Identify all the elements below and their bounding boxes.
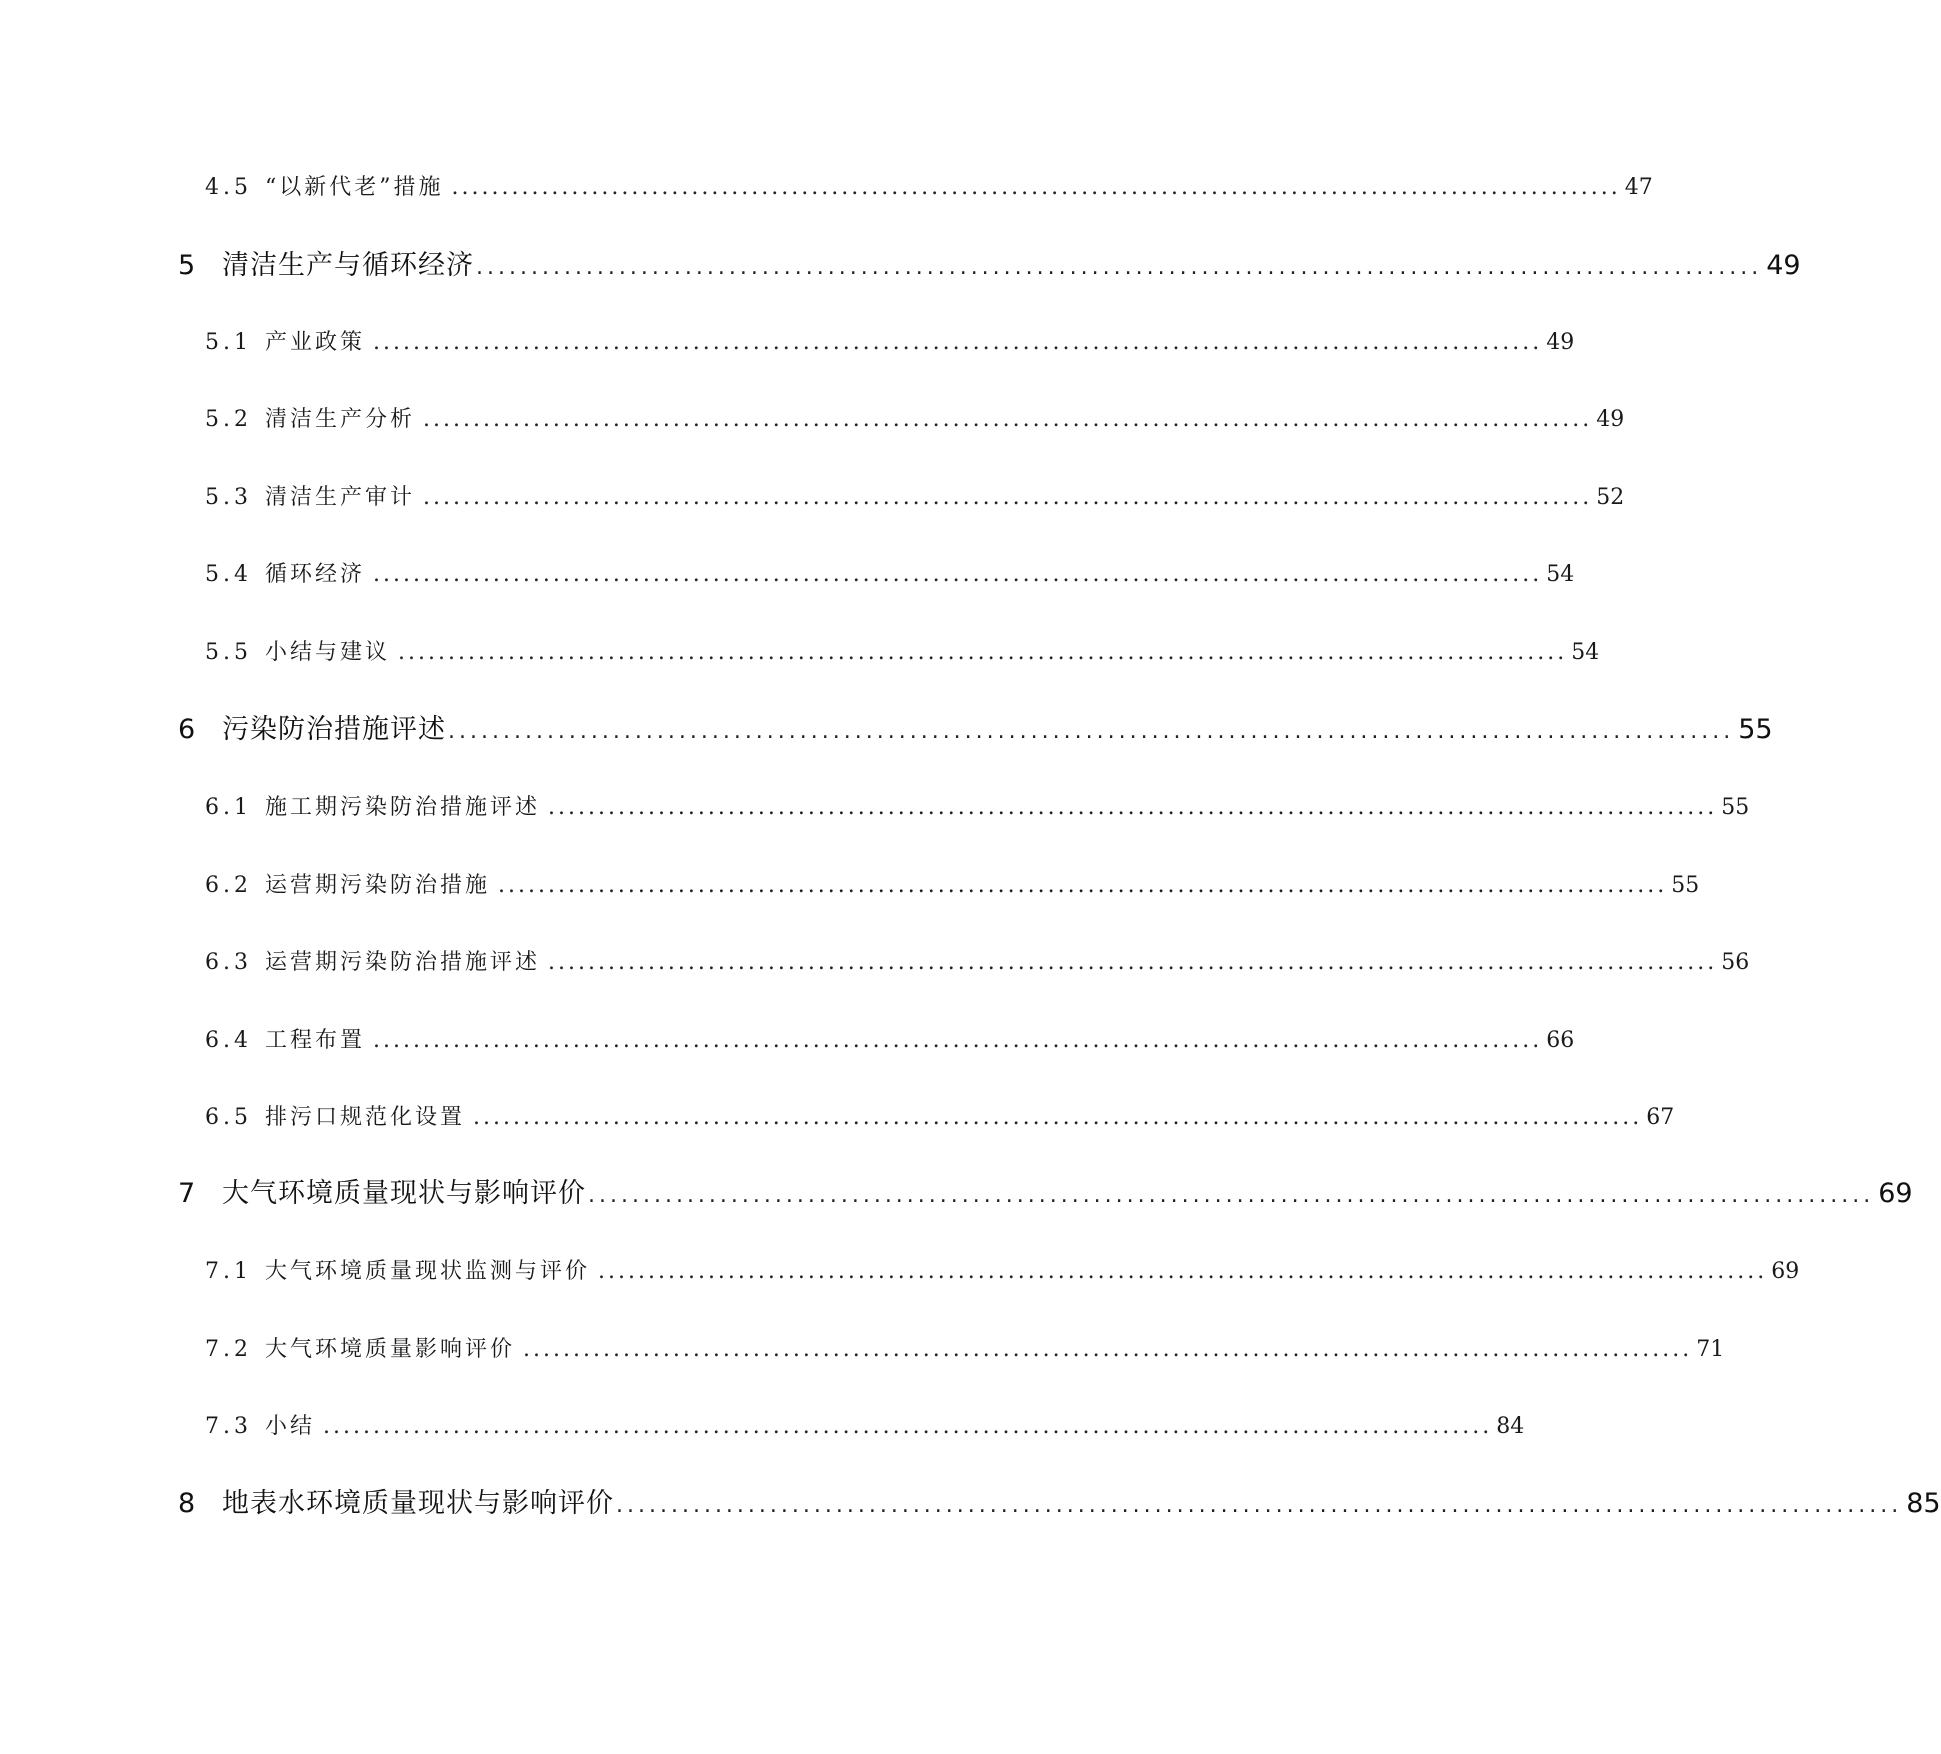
toc-entry-number: 5.3 [205,485,252,510]
toc-entry-number: 6.1 [205,795,252,820]
toc-entry-number: 5.1 [205,330,252,355]
toc-entry-5-2[interactable] [205,403,1625,437]
toc-entry-page: 49 [1596,407,1625,432]
toc-chapter-5[interactable] [178,246,1801,286]
toc-entry-6-2[interactable] [205,869,1700,903]
toc-entry-page: 84 [1496,1414,1525,1439]
toc-chapter-page: 55 [1738,714,1773,745]
toc-chapter-page: 85 [1906,1488,1941,1519]
dot-leader: ..................................................................................................................... [373,330,1543,355]
toc-entry-page: 69 [1771,1259,1800,1284]
toc-entry-page: 47 [1624,175,1653,200]
dot-leader: ..................................................................................................................... [423,407,1593,432]
toc-entry-5-3[interactable] [205,481,1625,515]
toc-entry-number: 6.5 [205,1105,252,1130]
toc-entry-title: 小结 [265,1414,316,1439]
dot-leader: ..................................................................................................................... [498,873,1668,898]
toc-entry-6-4[interactable] [205,1024,1575,1058]
toc-entry-6-5[interactable] [205,1101,1675,1135]
toc-entry-number: 6.2 [205,873,252,898]
toc-chapter-title: 清洁生产与循环经济 [222,250,474,281]
toc-entry-page: 56 [1721,950,1750,975]
dot-leader: ..................................................................................................................... [598,1259,1768,1284]
toc-entry-number: 5.2 [205,407,252,432]
toc-entry-7-2[interactable] [205,1333,1725,1367]
toc-chapter-number: 6 [178,714,196,745]
toc-entry-5-5[interactable] [205,636,1600,670]
toc-entry-title: 产业政策 [265,330,366,355]
dot-leader: ..................................................................................................................... [398,640,1568,665]
dot-leader: ..................................................................................................................... [616,1493,1903,1518]
toc-entry-page: 55 [1671,873,1700,898]
toc-chapter-title: 地表水环境质量现状与影响评价 [222,1488,614,1519]
dot-leader: ..................................................................................................................... [323,1414,1493,1439]
toc-entry-4-5[interactable] [205,171,1653,205]
toc-entry-title: 清洁生产审计 [265,485,416,510]
toc-entry-number: 4.5 [205,175,252,200]
toc-chapter-7[interactable] [178,1174,1913,1214]
toc-entry-page: 67 [1646,1105,1675,1130]
dot-leader: ..................................................................................................................... [588,1183,1875,1208]
dot-leader: ..................................................................................................................... [473,1105,1643,1130]
toc-entry-number: 6.4 [205,1028,252,1053]
dot-leader: ..................................................................................................................... [373,562,1543,587]
toc-entry-page: 52 [1596,485,1625,510]
toc-entry-title: 小结与建议 [265,640,391,665]
toc-entry-5-4[interactable] [205,558,1575,592]
toc-chapter-title: 污染防治措施评述 [222,714,446,745]
dot-leader: ..................................................................................................................... [523,1337,1693,1362]
toc-entry-title: 大气环境质量影响评价 [265,1337,516,1362]
toc-entry-title: 工程布置 [265,1028,366,1053]
toc-entry-number: 5.4 [205,562,252,587]
toc-entry-page: 54 [1571,640,1600,665]
toc-chapter-6[interactable] [178,710,1773,750]
toc-entry-title: 清洁生产分析 [265,407,416,432]
dot-leader: ..................................................................................................................... [373,1028,1543,1053]
toc-entry-6-1[interactable] [205,791,1750,825]
toc-entry-number: 7.2 [205,1337,252,1362]
toc-chapter-8[interactable] [178,1484,1941,1524]
toc-chapter-title: 大气环境质量现状与影响评价 [222,1178,586,1209]
toc-entry-title: 运营期污染防治措施 [265,873,491,898]
dot-leader: ..................................................................................................................... [548,795,1718,820]
toc-entry-title: “以新代老”措施 [265,175,444,200]
dot-leader: ..................................................................................................................... [476,255,1763,280]
toc-entry-number: 7.3 [205,1414,252,1439]
toc-entry-page: 55 [1721,795,1750,820]
toc-entry-5-1[interactable] [205,326,1575,360]
toc-entry-page: 49 [1546,330,1575,355]
toc-entry-title: 施工期污染防治措施评述 [265,795,541,820]
toc-entry-page: 71 [1696,1337,1725,1362]
toc-chapter-page: 69 [1878,1178,1913,1209]
toc-chapter-number: 5 [178,250,196,281]
toc-entry-7-3[interactable] [205,1410,1525,1444]
dot-leader: ..................................................................................................................... [423,485,1593,510]
toc-entry-number: 6.3 [205,950,252,975]
toc-entry-page: 54 [1546,562,1575,587]
toc-entry-title: 排污口规范化设置 [265,1105,466,1130]
toc-entry-6-3[interactable] [205,946,1750,980]
toc-entry-number: 7.1 [205,1259,252,1284]
toc-chapter-number: 8 [178,1488,196,1519]
toc-entry-page: 66 [1546,1028,1575,1053]
toc-entry-title: 循环经济 [265,562,366,587]
toc-chapter-page: 49 [1766,250,1801,281]
toc-entry-title: 大气环境质量现状监测与评价 [265,1259,591,1284]
toc-entry-title: 运营期污染防治措施评述 [265,950,541,975]
toc-entry-number: 5.5 [205,640,252,665]
toc-chapter-number: 7 [178,1178,196,1209]
dot-leader: ..................................................................................................................... [448,719,1735,744]
dot-leader: ..................................................................................................................... [451,175,1621,200]
toc-entry-7-1[interactable] [205,1255,1800,1289]
dot-leader: ..................................................................................................................... [548,950,1718,975]
